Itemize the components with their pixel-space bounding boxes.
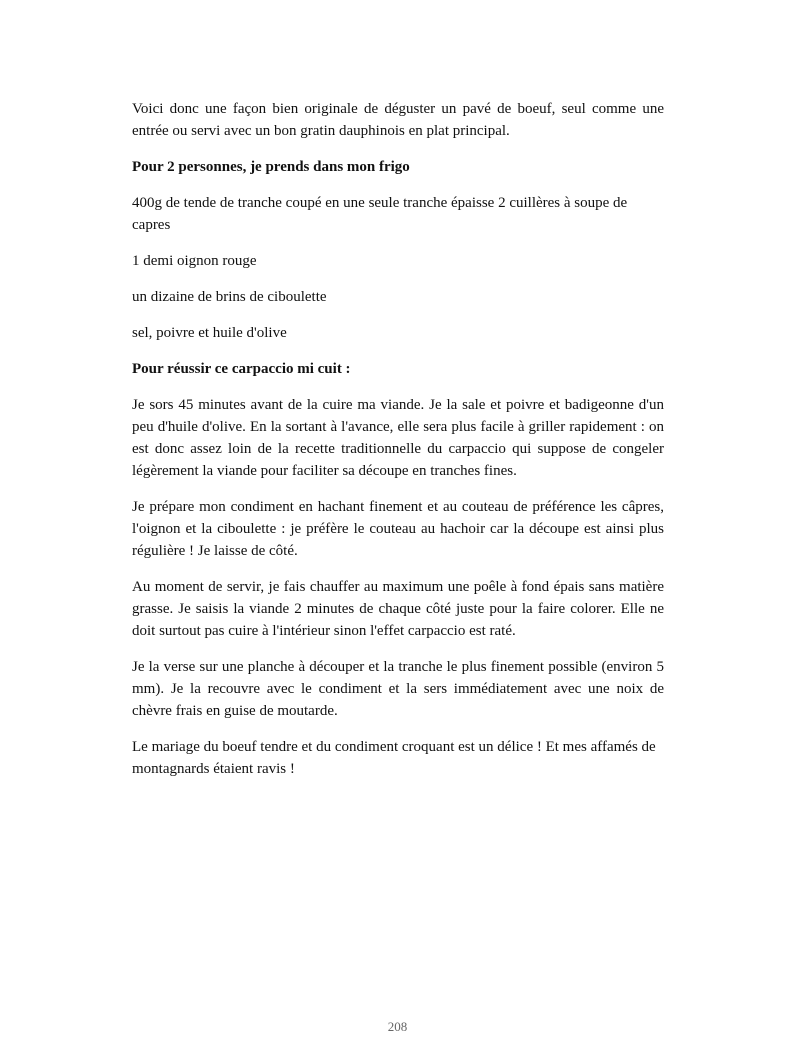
page-body: [132, 98, 664, 794]
method-paragraph: Je la verse sur une planche à découper et la tranche le plus finement possible (environ 5 mm). Je la recouvre avec le condiment et la sers immédiatement avec une noix de chèvre frais en guise de moutarde.: [132, 659, 664, 719]
page-number: 208: [387, 1019, 408, 1034]
method-paragraph: Je prépare mon condiment en hachant finement et au couteau de préférence les câpres, l'oignon et la ciboulette : je préfère le couteau au hachoir car la découpe est ainsi plus régulière ! Je laisse de côté.: [132, 499, 664, 559]
intro-paragraph: Voici donc une façon bien originale de déguster un pavé de boeuf, seul comme une entrée ou servi avec un bon gratin dauphinois en plat principal.: [132, 101, 664, 139]
method-paragraph: Au moment de servir, je fais chauffer au maximum une poêle à fond épais sans matière grasse. Je saisis la viande 2 minutes de chaque côté juste pour la faire colorer. Elle ne doit surtout pas cuire à l'intérieur sinon l'effet carpaccio est raté.: [132, 579, 664, 639]
ingredient-item: 400g de tende de tranche coupé en une seule tranche épaisse 2 cuillères à soupe de capres: [132, 195, 628, 233]
ingredients-heading: Pour 2 personnes, je prends dans mon frigo: [132, 159, 410, 175]
method-heading: Pour réussir ce carpaccio mi cuit :: [132, 361, 351, 377]
ingredient-item: sel, poivre et huile d'olive: [132, 325, 287, 341]
ingredient-item: un dizaine de brins de ciboulette: [132, 289, 327, 305]
ingredient-item: 1 demi oignon rouge: [132, 253, 257, 269]
method-paragraph: Je sors 45 minutes avant de la cuire ma viande. Je la sale et poivre et badigeonne d'un peu d'huile d'olive. En la sortant à l'avance, elle sera plus facile à griller rapidement : on est donc assez loin de la recette traditionnelle du carpaccio qui suppose de congeler légèrement la viande pour faciliter sa découpe en tranches fines.: [132, 397, 664, 479]
closing-paragraph: Le mariage du boeuf tendre et du condiment croquant est un délice ! Et mes affamés de montagnards étaient ravis !: [132, 739, 656, 777]
